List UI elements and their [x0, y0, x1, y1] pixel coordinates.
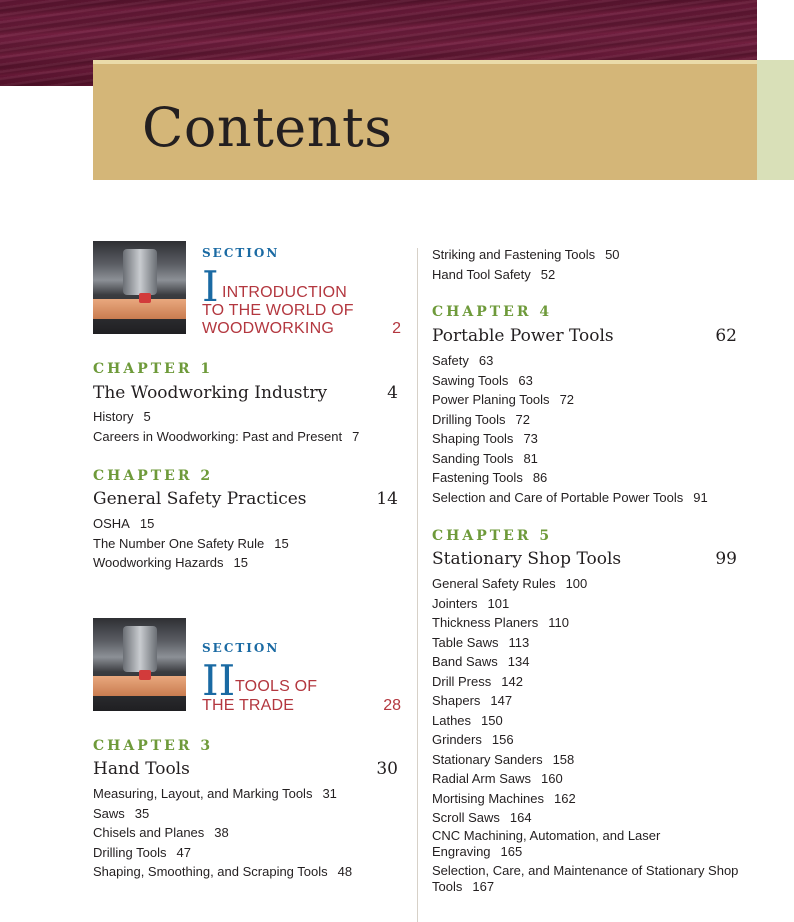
topic-entry	[432, 769, 738, 789]
topic-title: Band Saws	[432, 654, 498, 669]
topic-page: 73	[523, 431, 538, 446]
topic-entry	[432, 371, 708, 391]
topic-page: 35	[134, 805, 150, 821]
chapter-3-label: CHAPTER 3	[93, 738, 214, 754]
topic-entry	[432, 730, 738, 750]
topic-entry	[432, 390, 708, 410]
topic-entry	[432, 789, 738, 809]
topic-page: 164	[509, 810, 532, 825]
topic-page: 91	[693, 489, 708, 505]
topic-page: 134	[507, 654, 530, 669]
topic-page: 100	[565, 576, 588, 591]
topic-page: 63	[478, 353, 494, 368]
topic-entry	[432, 245, 620, 265]
topic-page: 63	[518, 372, 533, 388]
topic-page: 156	[491, 732, 514, 747]
topic-title: Selection and Care of Portable Power Tools	[432, 489, 684, 505]
topic-title: Thickness Planers	[432, 615, 539, 630]
chapter-2-title: General Safety Practices	[93, 489, 307, 509]
topic-title: Grinders	[432, 732, 482, 747]
topic-entry	[432, 410, 708, 430]
section-1-label: SECTION	[202, 246, 280, 260]
topic-entry	[432, 750, 738, 770]
topic-entry	[93, 514, 289, 534]
chapter-3-page: 30	[376, 759, 398, 779]
chapter-3-topics	[93, 784, 352, 882]
topic-entry	[432, 672, 738, 692]
topic-title-continued: Tools	[432, 879, 463, 894]
topic-title: Safety	[432, 353, 469, 368]
topic-page: 160	[540, 771, 563, 786]
chapter-5-label: CHAPTER 5	[432, 528, 553, 544]
section-1-numeral: I	[202, 262, 219, 311]
topic-title: Careers in Woodworking: Past and Present	[93, 428, 343, 444]
topic-page: 158	[552, 751, 575, 767]
side-accent-gap	[757, 0, 794, 60]
topic-title: Scroll Saws	[432, 810, 500, 825]
topic-title: Hand Tool Safety	[432, 266, 531, 282]
topic-page: 7	[352, 428, 360, 444]
topic-entry	[432, 351, 708, 371]
cut-marker-graphic	[139, 293, 151, 303]
chapter-1-label: CHAPTER 1	[93, 361, 214, 377]
topic-entry	[432, 863, 738, 895]
topic-page: 162	[554, 790, 576, 806]
section-1-photo	[93, 241, 186, 334]
topic-entry	[93, 784, 352, 804]
topic-entry	[93, 804, 352, 824]
topic-entry	[432, 652, 738, 672]
topic-entry	[93, 407, 359, 427]
topic-title: Fastening Tools	[432, 470, 523, 485]
chapter-2-topics	[93, 514, 289, 573]
topic-page: 31	[322, 786, 337, 801]
topic-entry	[432, 828, 738, 860]
router-bit-graphic	[123, 626, 157, 672]
section-2-numeral: II	[202, 656, 236, 705]
chapter-4-page: 62	[715, 326, 737, 346]
topic-page: 48	[337, 864, 353, 879]
topic-title: History	[93, 409, 134, 424]
topic-entry	[93, 553, 289, 573]
topic-entry	[432, 808, 738, 828]
topic-title: OSHA	[93, 516, 130, 531]
topic-title: Stationary Sanders	[432, 751, 543, 767]
section-2-title-line-1: TOOLS OF	[235, 678, 318, 695]
topic-page: 15	[139, 516, 155, 531]
topic-page: 81	[523, 450, 538, 466]
topic-title: Radial Arm Saws	[432, 771, 531, 786]
topic-page: 72	[515, 411, 530, 427]
chapter-1-topics	[93, 407, 359, 446]
topic-title: Drill Press	[432, 673, 492, 689]
topic-entry	[432, 613, 738, 633]
topic-page: 52	[540, 266, 556, 282]
topic-title: Selection, Care, and Maintenance of Stationary Shop	[432, 863, 739, 878]
topic-title: Lathes	[432, 712, 472, 728]
topic-page: 147	[490, 693, 513, 708]
topic-entry	[93, 534, 289, 554]
chapter-5-page: 99	[715, 549, 737, 569]
topic-entry	[432, 265, 620, 285]
chapter-4-label: CHAPTER 4	[432, 304, 553, 320]
section-2-photo	[93, 618, 186, 711]
topic-title-continued: Engraving	[432, 843, 491, 859]
topic-title: Sanding Tools	[432, 450, 514, 466]
topic-page: 165	[500, 843, 523, 859]
topic-page: 150	[481, 712, 503, 728]
chapter-3-continued-topics	[432, 245, 620, 284]
topic-title: Striking and Fastening Tools	[432, 247, 596, 262]
topic-title: Jointers	[432, 595, 478, 611]
topic-entry	[432, 468, 708, 488]
topic-entry	[93, 843, 352, 863]
chapter-5-title: Stationary Shop Tools	[432, 549, 622, 569]
section-2-title-line-2: THE TRADE	[202, 697, 295, 714]
topic-title: Mortising Machines	[432, 790, 544, 806]
cut-marker-graphic	[139, 670, 151, 680]
topic-entry	[93, 862, 352, 882]
topic-page: 38	[214, 825, 229, 840]
topic-entry	[432, 488, 708, 508]
topic-title: Measuring, Layout, and Marking Tools	[93, 786, 313, 801]
topic-entry	[432, 449, 708, 469]
section-1-title-line-3: WOODWORKING	[202, 320, 334, 337]
topic-title: CNC Machining, Automation, and Laser	[432, 827, 661, 843]
topic-title: Drilling Tools	[93, 844, 167, 860]
router-bit-graphic	[123, 249, 157, 295]
topic-title: Shapers	[432, 693, 481, 708]
section-2-page: 28	[383, 697, 401, 714]
topic-title: Woodworking Hazards	[93, 555, 224, 570]
topic-entry	[432, 711, 738, 731]
page-title: Contents	[142, 96, 393, 159]
chapter-5-topics	[432, 574, 738, 899]
topic-page: 110	[548, 615, 569, 630]
topic-page: 86	[532, 470, 548, 485]
chapter-2-page: 14	[376, 489, 398, 509]
topic-entry	[93, 427, 359, 447]
topic-page: 167	[472, 879, 495, 894]
topic-title: General Safety Rules	[432, 576, 556, 591]
topic-page: 5	[143, 409, 151, 424]
chapter-2-label: CHAPTER 2	[93, 468, 214, 484]
topic-title: Saws	[93, 805, 125, 821]
topic-entry	[432, 574, 738, 594]
topic-title: Drilling Tools	[432, 411, 506, 427]
topic-page: 47	[176, 844, 191, 860]
topic-page: 50	[605, 247, 620, 262]
topic-entry	[432, 429, 708, 449]
chapter-4-topics	[432, 351, 708, 507]
topic-title: Shaping Tools	[432, 431, 514, 446]
topic-page: 142	[501, 673, 523, 689]
topic-title: Shaping, Smoothing, and Scraping Tools	[93, 864, 328, 879]
topic-page: 113	[508, 634, 530, 650]
topic-title: Table Saws	[432, 634, 499, 650]
topic-title: Power Planing Tools	[432, 392, 550, 407]
topic-title: The Number One Safety Rule	[93, 535, 265, 551]
section-1-title-line-1: INTRODUCTION	[222, 284, 348, 301]
topic-entry	[432, 691, 738, 711]
topic-entry	[93, 823, 352, 843]
topic-entry	[432, 633, 738, 653]
chapter-1-title: The Woodworking Industry	[93, 383, 328, 403]
chapter-4-title: Portable Power Tools	[432, 326, 614, 346]
column-divider	[417, 248, 418, 922]
topic-page: 15	[233, 555, 249, 570]
section-1-page: 2	[392, 320, 401, 337]
chapter-3-title: Hand Tools	[93, 759, 190, 779]
topic-page: 72	[559, 392, 575, 407]
topic-title: Sawing Tools	[432, 372, 509, 388]
topic-page: 15	[274, 535, 289, 551]
chapter-1-page: 4	[387, 383, 398, 403]
topic-title: Chisels and Planes	[93, 825, 205, 840]
topic-page: 101	[487, 595, 510, 611]
section-2-label: SECTION	[202, 641, 280, 655]
section-1-title-line-2: TO THE WORLD OF	[202, 302, 354, 319]
topic-entry	[432, 594, 738, 614]
